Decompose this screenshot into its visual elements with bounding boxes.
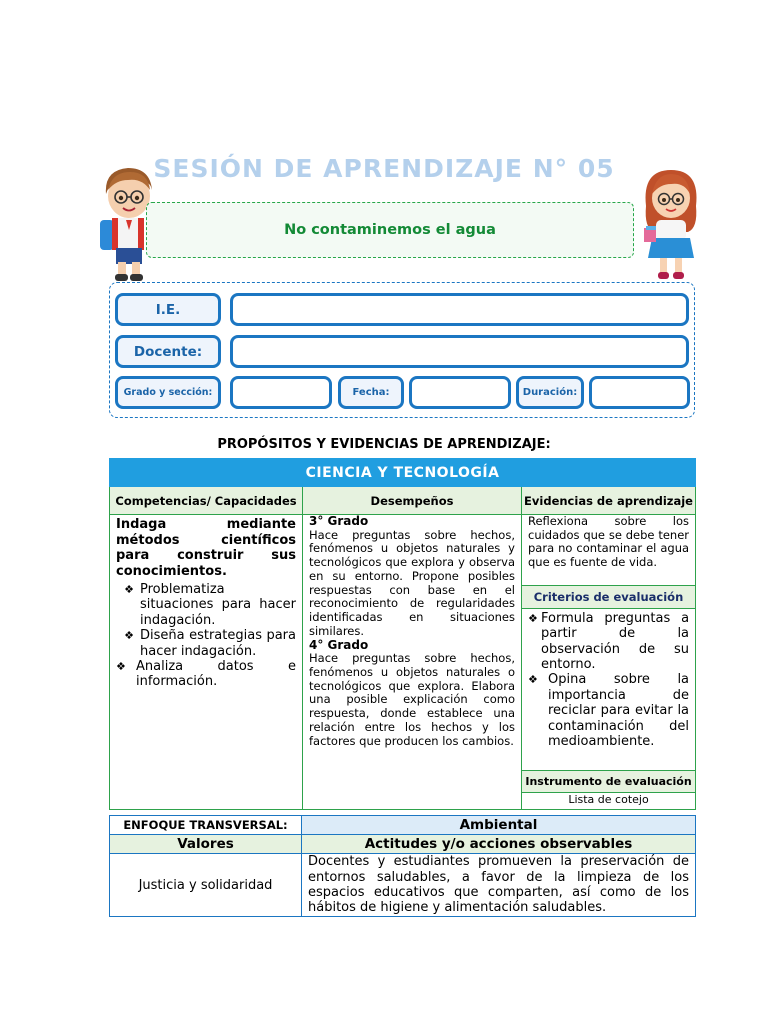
- grade4-text: Hace preguntas sobre hechos, fenómenos u objetos naturales o tecnológicos que explora. Elabora una posible explicación como respuesta, donde establece una relación entre los hechos y los factores que producen los cambios.: [309, 651, 515, 748]
- col-evidencias: Evidencias de aprendizaje: [522, 487, 696, 515]
- instrument-heading: Instrumento de evaluación: [522, 770, 696, 793]
- session-subject: No contaminemos el agua: [146, 202, 634, 258]
- purposes-table: [109, 458, 696, 810]
- col-competencias: Competencias/ Capacidades: [110, 487, 303, 515]
- grade3-title: 3° Grado: [309, 514, 369, 528]
- session-title: SESIÓN DE APRENDIZAJE N° 05: [153, 154, 615, 183]
- diamond-bullet-icon: ❖: [124, 629, 134, 643]
- area-heading: CIENCIA Y TECNOLOGÍA: [110, 459, 696, 487]
- diamond-bullet-icon: ❖: [528, 611, 538, 625]
- enfoque-name: Ambiental: [302, 816, 696, 835]
- fecha-field[interactable]: [409, 376, 511, 409]
- diamond-bullet-icon: ❖: [528, 673, 538, 687]
- fecha-label: Fecha:: [338, 376, 404, 409]
- capacity-item: ❖ Problematiza situaciones para hacer indagación.: [116, 582, 296, 628]
- competencies-cell: [110, 515, 303, 810]
- valores-heading: Valores: [110, 835, 302, 854]
- criteria-heading: Criterios de evaluación: [522, 586, 696, 609]
- capacity-item: ❖ Analiza datos e información.: [116, 659, 296, 690]
- diamond-bullet-icon: ❖: [116, 660, 126, 674]
- purposes-heading: PROPÓSITOS Y EVIDENCIAS DE APRENDIZAJE:: [217, 437, 551, 452]
- girl-student-illustration: [640, 166, 702, 284]
- col-desempenos: Desempeños: [303, 487, 522, 515]
- enfoque-table: [109, 815, 696, 917]
- actitud-text: Docentes y estudiantes promueven la preservación de entornos saludables, a favor de la limpieza de los espacios educativos que comparten, así como de los hábitos de higiene y alimentación saludables.: [302, 854, 696, 917]
- grade3-text: Hace preguntas sobre hechos, fenómenos u objetos naturales y tecnológicos que explora y observa en su entorno. Propone posibles respuestas con base en el reconocimiento de regularidades identificadas en situaciones similares.: [309, 527, 515, 638]
- ie-field[interactable]: [230, 293, 689, 326]
- docente-label: Docente:: [115, 335, 221, 368]
- enfoque-label: ENFOQUE TRANSVERSAL:: [110, 816, 302, 835]
- ie-label: I.E.: [115, 293, 221, 326]
- grado-label: Grado y sección:: [115, 376, 221, 409]
- duracion-label: Duración:: [516, 376, 584, 409]
- criteria-cell: [522, 608, 696, 770]
- evidence-cell: [522, 515, 696, 586]
- grade4-title: 4° Grado: [309, 638, 369, 653]
- valor-text: Justicia y solidaridad: [110, 854, 302, 917]
- capacity-item: ❖ Diseña estrategias para hacer indagación.: [116, 628, 296, 659]
- criterion-item: ❖ Opina sobre la importancia de reciclar para evitar la contaminación del medioambiente.: [528, 672, 690, 750]
- docente-field[interactable]: [230, 335, 689, 368]
- instrument-value: Lista de cotejo: [522, 793, 696, 810]
- competency-text: Indaga mediante métodos científicos para construir sus conocimientos.: [116, 517, 296, 579]
- duracion-field[interactable]: [589, 376, 690, 409]
- actitudes-heading: Actitudes y/o acciones observables: [302, 835, 696, 854]
- evidence-text: Reflexiona sobre los cuidados que se debe tener para no contaminar el agua que es fuente de vida.: [528, 514, 690, 570]
- diamond-bullet-icon: ❖: [124, 583, 134, 596]
- grado-field[interactable]: [230, 376, 332, 409]
- desempenos-cell: [303, 515, 522, 810]
- criterion-item: ❖ Formula preguntas a partir de la observación de su entorno.: [528, 610, 690, 673]
